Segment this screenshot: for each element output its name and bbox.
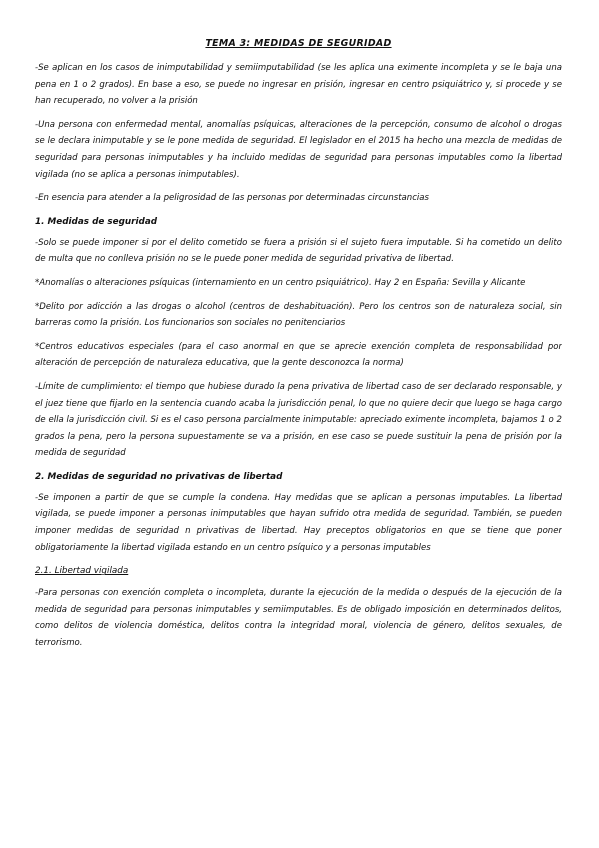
subsection-2-1-heading: 2.1. Libertad vigilada xyxy=(35,566,129,577)
section-1-heading: 1. Medidas de seguridad xyxy=(35,216,158,227)
intro-paragraph-1: -Se aplican en los casos de inimputabilidad y semiimputabilidad (se les aplica una eximente incompleta y se le baja una pena en 1 o 2 grados). En base a eso, se puede no ingresar en prisión, ingresar en centro psiquiátrico y, si procede y se han recuperado, no volver a la prisión xyxy=(35,63,562,107)
subsection-2-1-paragraph-1: -Para personas con exención completa o incompleta, durante la ejecución de la medida o después de la ejecución de la medida de seguridad para personas inimputables y semiimputables. Es de obligado imposición en determinados delitos, como delitos de violencia doméstica, delitos contra la integridad moral, violencia de género, delitos sexuales, de terrorismo. xyxy=(35,588,562,649)
section-1-paragraph-5: -Límite de cumplimiento: el tiempo que hubiese durado la pena privativa de libertad caso de ser declarado responsable, y el juez tiene que fijarlo en la sentencia cuando acaba la jurisdicción penal, lo que no quiere decir que luego se haga cargo de ella la jurisdicción civil. Si es el caso persona parcialmente inimputable: apreciado eximente incompleta, bajamos 1 o 2 grados la pena, pero la persona supuestamente se va a prisión, en ese caso se puede sustituir la pena de prisión por la medida de seguridad xyxy=(35,381,562,459)
section-1-paragraph-4: *Centros educativos especiales (para el caso anormal en que se aprecie exención completa de responsabilidad por alteración de percepción de naturaleza educativa, que la gente desconozca la norma) xyxy=(35,341,562,369)
section-1-paragraph-1: -Solo se puede imponer si por el delito cometido se fuera a prisión si el sujeto fuera imputable. Si ha cometido un delito de multa que no conlleva prisión no se le puede poner medida de seguridad privativa de libertad. xyxy=(35,237,562,265)
intro-paragraph-3: -En esencia para atender a la peligrosidad de las personas por determinadas circunstancias xyxy=(35,193,429,204)
intro-paragraph-2: -Una persona con enfermedad mental, anomalías psíquicas, alteraciones de la percepción, consumo de alcohol o drogas se le declara inimputable y se le pone medida de seguridad. El legislador en el 2015 ha hecho una mezcla de medidas de seguridad para personas inimputables y ha incluido medidas de seguridad para personas imputables como la libertad vigilada (no se aplica a personas inimputables). xyxy=(35,119,562,180)
section-1-paragraph-2: *Anomalías o alteraciones psíquicas (internamiento en un centro psiquiátrico). Hay 2 en España: Sevilla y Alicante xyxy=(35,277,526,288)
section-1-paragraph-3: *Delito por adicción a las drogas o alcohol (centros de deshabituación). Pero los centros son de naturaleza social, sin barreras como la prisión. Los funcionarios son sociales no penitenciarios xyxy=(35,301,562,329)
section-2-heading: 2. Medidas de seguridad no privativas de libertad xyxy=(35,471,283,482)
section-2-paragraph-1: -Se imponen a partir de que se cumple la condena. Hay medidas que se aplican a personas imputables. La libertad vigilada, se puede imponer a personas inimputables que hayan sufrido otra medida de seguridad. También, se pueden imponer medidas de seguridad n privativas de libertad. Hay preceptos obligatorios en que se tiene que poner obligatoriamente la libertad vigilada estando en un centro psíquico y a personas imputables xyxy=(35,492,562,553)
page-title: TEMA 3: MEDIDAS DE SEGURIDAD xyxy=(205,38,392,49)
document-page xyxy=(35,33,562,823)
